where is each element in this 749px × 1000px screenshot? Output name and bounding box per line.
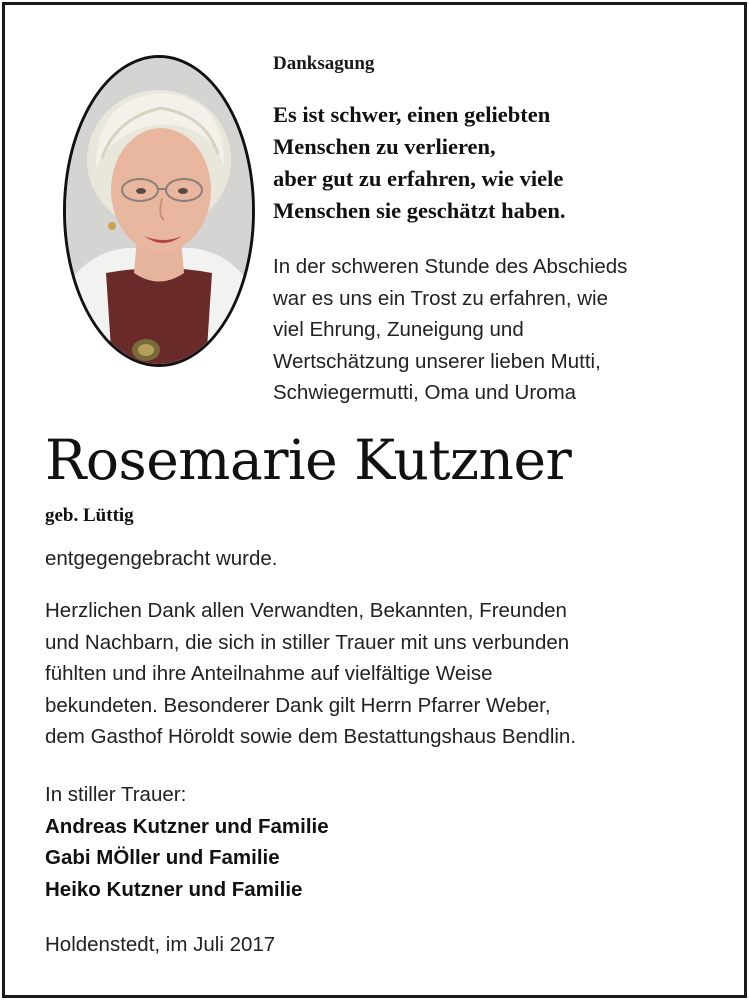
motto-quote xyxy=(273,99,713,227)
thanks-line: und Nachbarn, die sich in stiller Trauer mit uns verbunden xyxy=(45,630,570,654)
intro-line: Wertschätzung unserer lieben Mutti, xyxy=(273,349,601,373)
intro-line: viel Ehrung, Zuneigung und xyxy=(273,318,524,341)
motto-line: Es ist schwer, einen geliebten xyxy=(273,102,551,127)
thanks-line: fühlten und ihre Anteilnahme auf vielfältige Weise xyxy=(45,662,493,685)
intro-line: In der schweren Stunde des Abschieds xyxy=(273,255,628,278)
maiden-name: geb. Lüttig xyxy=(45,505,134,526)
motto-line: aber gut zu erfahren, wie viele xyxy=(273,166,564,191)
thanks-line: Herzlichen Dank allen Verwandten, Bekannten, Freunden xyxy=(45,599,567,622)
continuation-line: entgegengebracht wurde. xyxy=(45,547,278,570)
mourner-name: Andreas Kutzner und Familie xyxy=(45,814,329,838)
place-date xyxy=(45,929,725,961)
mourner-name: Heiko Kutzner und Familie xyxy=(45,877,303,901)
intro-line: Schwiegermutti, Oma und Uroma xyxy=(273,381,577,404)
deceased-name: Rosemarie Kutzner xyxy=(45,428,572,492)
thanks-paragraph xyxy=(45,595,725,753)
motto-line: Menschen sie geschätzt haben. xyxy=(273,198,566,223)
obituary-card xyxy=(2,2,747,998)
mourning-label: In stiller Trauer: xyxy=(45,783,187,806)
thanks-line: bekundeten. Besonderer Dank gilt Herrn Pfarrer Weber, xyxy=(45,693,551,717)
portrait-photo xyxy=(63,55,255,367)
mourner-name: Gabi MÖller und Familie xyxy=(45,846,280,869)
continuation-text xyxy=(45,543,725,575)
mourners-block xyxy=(45,779,725,905)
intro-line: war es uns ein Trost zu erfahren, wie xyxy=(273,286,608,310)
intro-text xyxy=(273,251,713,409)
portrait-illustration xyxy=(66,58,252,364)
heading-danksagung: Danksagung xyxy=(273,53,375,74)
motto-line: Menschen zu verlieren, xyxy=(273,134,496,159)
place-date-line: Holdenstedt, im Juli 2017 xyxy=(45,933,276,956)
thanks-line: dem Gasthof Höroldt sowie dem Bestattungshaus Bendlin. xyxy=(45,725,577,748)
